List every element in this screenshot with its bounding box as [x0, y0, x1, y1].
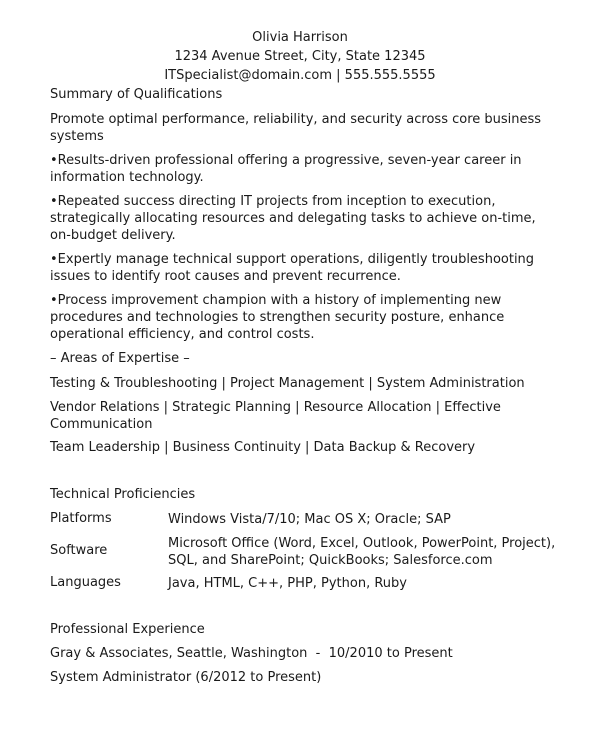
experience-role: System Administrator (6/2012 to Present): [50, 670, 322, 685]
expertise-heading: – Areas of Expertise –: [50, 351, 190, 366]
experience-heading: Professional Experience: [50, 622, 205, 637]
summary-paragraph: •Process improvement champion with a history of implementing new procedures and technologies to strengthen security posture, enhance operational efficiency, and control costs.: [50, 293, 505, 342]
candidate-email-phone: ITSpecialist@domain.com | 555.555.5555: [164, 68, 436, 83]
contact-header: [0, 28, 600, 85]
summary-heading: Summary of Qualifications: [50, 87, 223, 102]
summary-paragraph: •Repeated success directing IT projects from inception to execution, strategically allocating resources and delegating tasks to achieve on-time, on-budget delivery.: [50, 194, 536, 243]
tech-label-platforms: Platforms: [50, 511, 112, 526]
summary-paragraph: •Expertly manage technical support operations, diligently troubleshooting issues to identify root causes and prevent recurrence.: [50, 252, 535, 284]
expertise-line: Team Leadership | Business Continuity | Data Backup & Recovery: [50, 440, 476, 455]
tech-label-software: Software: [50, 543, 108, 558]
tech-value-languages: Java, HTML, C++, PHP, Python, Ruby: [168, 576, 407, 591]
tech-value-software: Microsoft Office (Word, Excel, Outlook, PowerPoint, Project), SQL, and SharePoint; QuickBooks; Salesforce.com: [168, 536, 556, 568]
candidate-address: 1234 Avenue Street, City, State 12345: [174, 49, 426, 64]
candidate-name: Olivia Harrison: [252, 30, 348, 45]
expertise-line: Testing & Troubleshooting | Project Management | System Administration: [50, 376, 525, 391]
experience-employer: Gray & Associates, Seattle, Washington - 10/2010 to Present: [50, 646, 453, 661]
summary-paragraph: Promote optimal performance, reliability, and security across core business systems: [50, 112, 542, 144]
summary-paragraph: •Results-driven professional offering a progressive, seven-year career in information technology.: [50, 153, 522, 185]
tech-label-languages: Languages: [50, 575, 121, 590]
tech-value-platforms: Windows Vista/7/10; Mac OS X; Oracle; SAP: [168, 512, 451, 527]
expertise-line: Vendor Relations | Strategic Planning | Resource Allocation | Effective Communication: [50, 400, 501, 432]
technical-heading: Technical Proficiencies: [50, 487, 196, 502]
